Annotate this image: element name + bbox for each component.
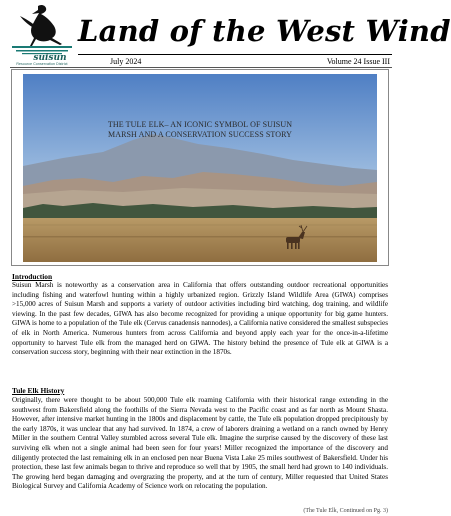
feature-caption-line2: MARSH AND A CONSERVATION SUCCESS STORY bbox=[107, 130, 293, 139]
header-divider bbox=[10, 67, 392, 68]
suisun-logo bbox=[10, 2, 74, 66]
intro-paragraph: Suisun Marsh is noteworthy as a conservation area in California that offers outstanding outdoor recreational opportunities including fishing and waterfowl hunting within a highly urbanized region. Grizzly Island Wildlife Area (GIWA) comprises >15,000 acres of Suisun Marsh and supports a variety of outdoor activities including bird watching, dog training, and wildlife viewing. In the past few decades, GIWA has also become recognized for providing a unique opportunity for big game hunters. GIWA is home to a population of the Tule elk (Cervus canadensis nannodes), a California native considered the smallest subspecies of elk in North America. Numerous hunters from across California and beyond apply each year for the once-in-a-lifetime opportunity to harvest Tule elk from the managed herd on GIWA. The history behind the presence of Tule elk at GIWA is a conservation success story, beginning with their near extinction in the 1870s. bbox=[12, 281, 388, 357]
intro-heading: Introduction bbox=[12, 272, 53, 281]
issue-date: July 2024 bbox=[110, 57, 142, 66]
feature-caption bbox=[23, 120, 377, 140]
continued-note: (The Tule Elk, Continued on Pg. 3) bbox=[303, 508, 388, 514]
logo-text: suisun bbox=[33, 53, 67, 63]
history-paragraph: Originally, there were thought to be about 500,000 Tule elk roaming California with their historical range extending in the southwest from Bakersfield along the foothills of the Sierra Nevada west to the Pacific coast and as far north as Mount Shasta. However, after intensive market hunting in the 1800s and displacement by cattle, the Tule elk population dropped precipitously by the early 1870s, it was unclear that any had survived. In 1874, a crew of laborers draining a wetland on a ranch owned by Henry Miller in the southern Central Valley stumbled across several Tule elk. Imagine the surprise caused by the discovery of these last surviving elk when not a single animal had been seen for four years! Miller recognized the importance of the discovery and diligently protected the last remaining elk in an enclosed pen near Buena Vista Lake 25 miles southwest of Bakersfield. Under his protection, these last few animals began to thrive and reproduce so well that by 1905, the small herd had grown to 140 individuals. The growing herd began damaging and overgrazing the property, and at the turn of century, Miller requested that United States Biological Survey and California Academy of Science work on relocating the population. bbox=[12, 396, 388, 491]
intro-body bbox=[12, 281, 388, 358]
issue-number: Volume 24 Issue III bbox=[326, 57, 390, 66]
history-heading: Tule Elk History bbox=[12, 386, 65, 395]
history-body bbox=[12, 396, 388, 492]
title-rule bbox=[78, 54, 392, 55]
logo-subtext: Resource Conservation District bbox=[16, 62, 68, 66]
tule-elk-photo bbox=[23, 74, 377, 262]
feature-caption-line1: THE TULE ELK– AN ICONIC SYMBOL OF SUISUN bbox=[107, 120, 293, 129]
newsletter-title: Land of the West Wind bbox=[78, 14, 451, 48]
